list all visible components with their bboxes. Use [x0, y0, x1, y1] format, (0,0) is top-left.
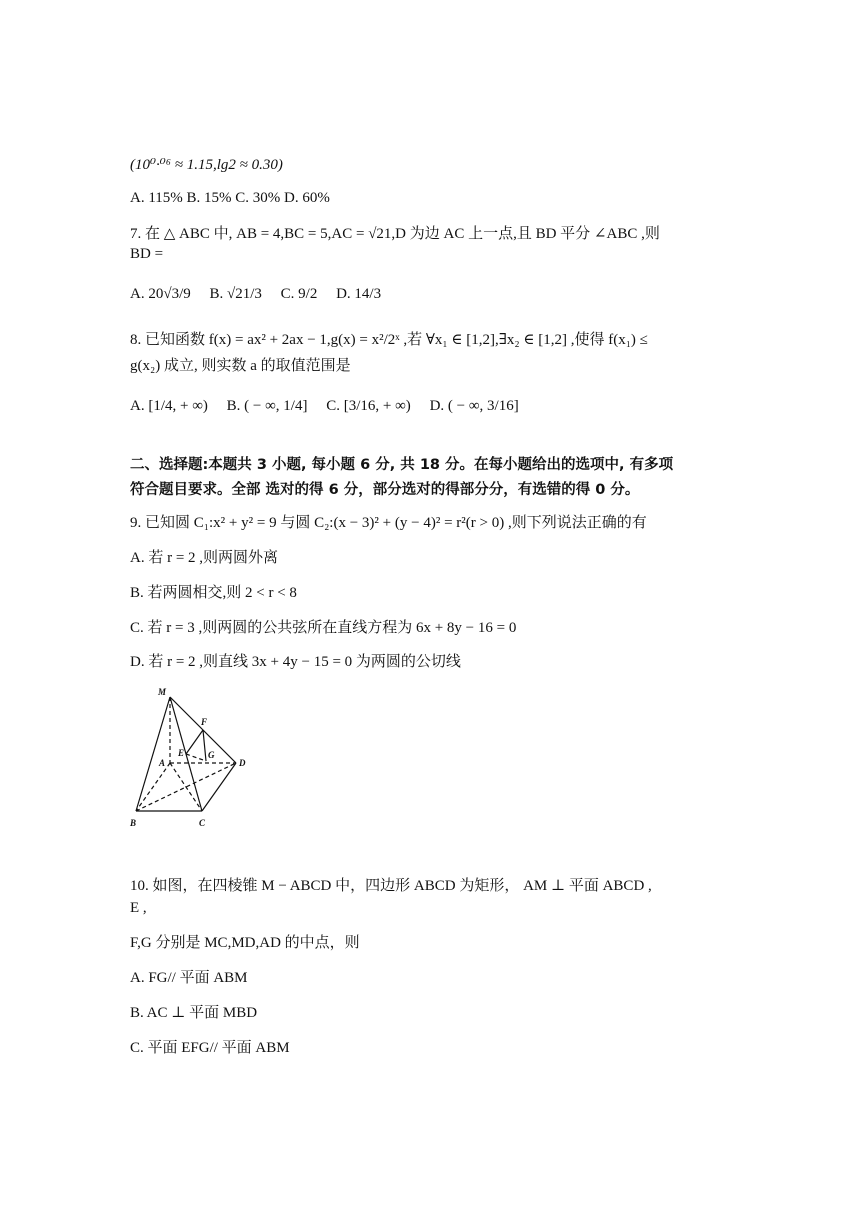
- diagonal-ac: [170, 763, 202, 811]
- q8-option-c: C. [3/16, + ∞): [326, 398, 411, 414]
- label-g: G: [208, 750, 215, 760]
- label-f: F: [201, 717, 208, 727]
- q10-option-a: A. FG// 平面 ABM: [130, 970, 248, 986]
- q10-option-c: C. 平面 EFG// 平面 ABM: [130, 1040, 290, 1056]
- label-m: M: [158, 687, 167, 697]
- segment-eg: [186, 754, 206, 761]
- q8-options: [130, 396, 519, 416]
- q9-option-c: C. 若 r = 3 ,则两圆的公共弦所在直线方程为 6x + 8y − 16 = 0: [130, 620, 517, 636]
- q10-stem-line-1: 10. 如图，在四棱锥 M − ABCD 中，四边形 ABCD 为矩形， AM ⊥ 平面 ABCD ,: [130, 878, 652, 894]
- q9-stem: 9. 已知圆 C₁:x² + y² = 9 与圆 C₂:(x − 3)² + (y − 4)² = r²(r > 0) ,则下列说法正确的有: [130, 515, 647, 531]
- q7-stem-line-2: BD =: [130, 246, 164, 262]
- pyramid-figure: [128, 685, 258, 833]
- q7-option-b: B. √21/3: [209, 286, 262, 302]
- q6-hint: (10⁰·⁰⁶ ≈ 1.15,lg2 ≈ 0.30): [130, 157, 283, 173]
- q8-option-b: B. ( − ∞, 1/4]: [226, 398, 308, 414]
- q10-option-b: B. AC ⊥ 平面 MBD: [130, 1005, 258, 1021]
- q7-option-c: C. 9/2: [280, 286, 318, 302]
- section-title-line-2: 符合题目要求。全部 选对的得 6 分，部分选对的得部分分，有选错的得 0 分。: [130, 482, 640, 498]
- q9-option-b: B. 若两圆相交,则 2 < r < 8: [130, 585, 297, 601]
- q8-stem-line-2: g(x₂) 成立, 则实数 a 的取值范围是: [130, 358, 351, 374]
- q7-option-d: D. 14/3: [336, 286, 382, 302]
- label-b: B: [130, 818, 137, 828]
- q6-options: A. 115% B. 15% C. 30% D. 60%: [130, 190, 330, 206]
- segment-ef: [186, 730, 203, 754]
- segment-fg: [203, 730, 206, 761]
- label-e: E: [178, 748, 185, 758]
- q8-stem-line-1: 8. 已知函数 f(x) = ax² + 2ax − 1,g(x) = x²/2ˣ ,若 ∀x₁ ∈ [1,2],∃x₂ ∈ [1,2] ,使得 f(x₁) ≤: [130, 332, 648, 348]
- q8-option-a: A. [1/4, + ∞): [130, 398, 208, 414]
- q8-option-d: D. ( − ∞, 3/16]: [429, 398, 519, 414]
- q9-option-a: A. 若 r = 2 ,则两圆外离: [130, 550, 279, 566]
- edge-cd: [202, 763, 236, 811]
- q7-options: [130, 284, 381, 304]
- section-title-line-1: 二、选择题:本题共 3 小题, 每小题 6 分, 共 18 分。在每小题给出的选项中, 有多项: [130, 457, 674, 473]
- edge-ab: [136, 763, 170, 811]
- label-a: A: [159, 758, 166, 768]
- label-c: C: [199, 818, 206, 828]
- label-d: D: [239, 758, 246, 768]
- q9-option-d: D. 若 r = 2 ,则直线 3x + 4y − 15 = 0 为两圆的公切线: [130, 654, 461, 670]
- q7-option-a: A. 20√3/9: [130, 286, 191, 302]
- q10-stem-line-2: E ,: [130, 900, 147, 916]
- q7-stem-line-1: 7. 在 △ ABC 中, AB = 4,BC = 5,AC = √21,D 为边 AC 上一点,且 BD 平分 ∠ABC ,则: [130, 226, 660, 242]
- edge-mb: [136, 697, 170, 811]
- q10-stem-line-3: F,G 分别是 MC,MD,AD 的中点，则: [130, 935, 360, 951]
